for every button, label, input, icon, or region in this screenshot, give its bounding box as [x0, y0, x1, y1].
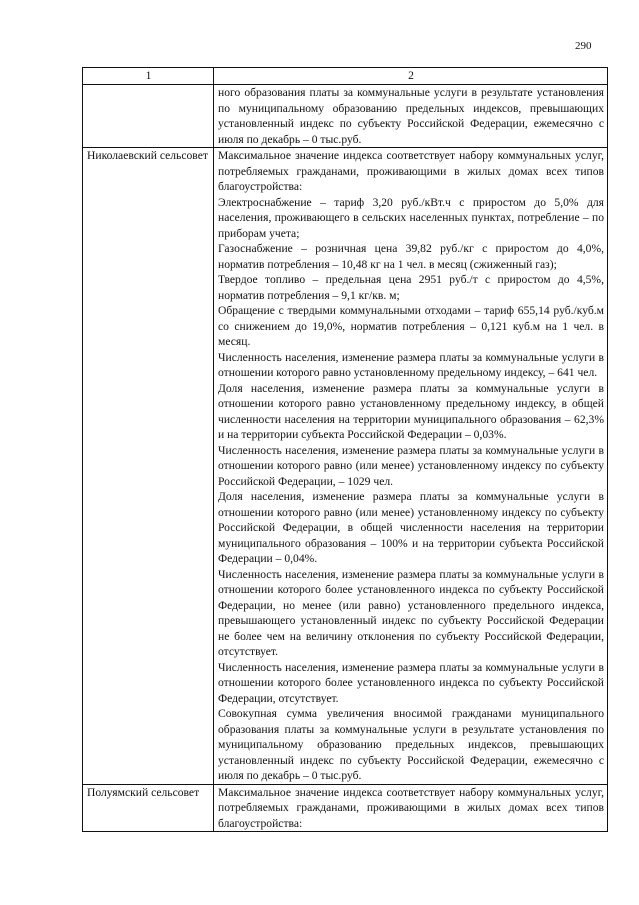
column-header-2: 2 — [214, 68, 608, 85]
table-row — [83, 85, 608, 148]
region-cell — [83, 85, 214, 148]
paragraph: Численность населения, изменение размера платы за коммунальные услуги в отношении которого более установленного индекса по субъекту Российской Федерации, но менее (или равно) установленного предельного индекса, превышающего установленный индекс по субъекту Российской Федерации не более чем на величину отклонения по субъекту Российской Федерации, отсутствует. — [218, 567, 604, 658]
paragraph: Максимальное значение индекса соответствует набору коммунальных услуг, потребляемых гражданами, проживающими в жилых домах всех типов благоустройства: — [218, 149, 604, 193]
paragraph: Совокупная сумма увеличения вносимой гражданами муниципального образования платы за коммунальные услуги в результате установления по муниципальному образованию предельных индексов, превышающих установленный индекс по субъекту Российской Федерации, ежемесячно с июля по декабрь – 0 тыс.руб. — [218, 707, 604, 782]
description-cell — [214, 784, 608, 832]
paragraph: Обращение с твердыми коммунальными отходами – тариф 655,14 руб./куб.м со снижением до 19,0%, норматив потребления – 0,121 куб.м на 1 чел. в месяц. — [218, 304, 604, 348]
paragraph: Численность населения, изменение размера платы за коммунальные услуги в отношении которого более установленного индекса по субъекту Российской Федерации, отсутствует. — [218, 660, 604, 705]
paragraph: Доля населения, изменение размера платы за коммунальные услуги в отношении которого равно установленному предельному индексу, в общей численности населения на территории муниципального образования – 62,3% и на территории субъекта Российской Федерации – 0,03%. — [218, 381, 604, 441]
region-cell: Николаевский сельсовет — [83, 148, 214, 785]
paragraph: Максимальное значение индекса соответствует набору коммунальных услуг, потребляемых гражданами, проживающими в жилых домах всех типов благоустройства: — [218, 785, 604, 830]
data-table — [82, 67, 608, 832]
description-cell — [214, 85, 608, 148]
paragraph: ного образования платы за коммунальные услуги в результате установления по муниципальному образованию предельных индексов, превышающих установленный индекс по субъекту Российской Федерации, ежемесячно с июля по декабрь – 0 тыс.руб. — [218, 86, 604, 146]
region-cell: Полуямский сельсовет — [83, 784, 214, 832]
table-row — [83, 784, 608, 832]
paragraph: Численность населения, изменение размера платы за коммунальные услуги в отношении которого равно (или менее) установленному индексу по субъекту Российской Федерации, – 1029 чел. — [218, 443, 604, 488]
paragraph: Газоснабжение – розничная цена 39,82 руб./кг с приростом до 4,0%, норматив потребления – 10,48 кг на 1 чел. в месяц (сжиженный газ); — [218, 242, 604, 271]
paragraph: Электроснабжение – тариф 3,20 руб./кВт.ч с приростом до 5,0% для населения, проживающего в сельских населенных пунктах, потребление – по приборам учета; — [218, 195, 604, 240]
table-row — [83, 148, 608, 785]
column-header-1: 1 — [83, 68, 214, 85]
table-header-row — [83, 68, 608, 85]
paragraph: Твердое топливо – предельная цена 2951 руб./т с приростом до 4,5%, норматив потребления – 9,1 кг/кв. м; — [218, 273, 604, 302]
page-number: 290 — [575, 40, 592, 52]
paragraph: Доля населения, изменение размера платы за коммунальные услуги в отношении которого равно (или менее) установленному индексу по субъекту Российской Федерации, в общей численности населения на территории муниципального образования – 100% и на территории субъекта Российской Федерации – 0,04%. — [218, 490, 604, 565]
description-cell — [214, 148, 608, 785]
paragraph: Численность населения, изменение размера платы за коммунальные услуги в отношении которого равно установленному предельному индексу, – 641 чел. — [218, 350, 604, 379]
